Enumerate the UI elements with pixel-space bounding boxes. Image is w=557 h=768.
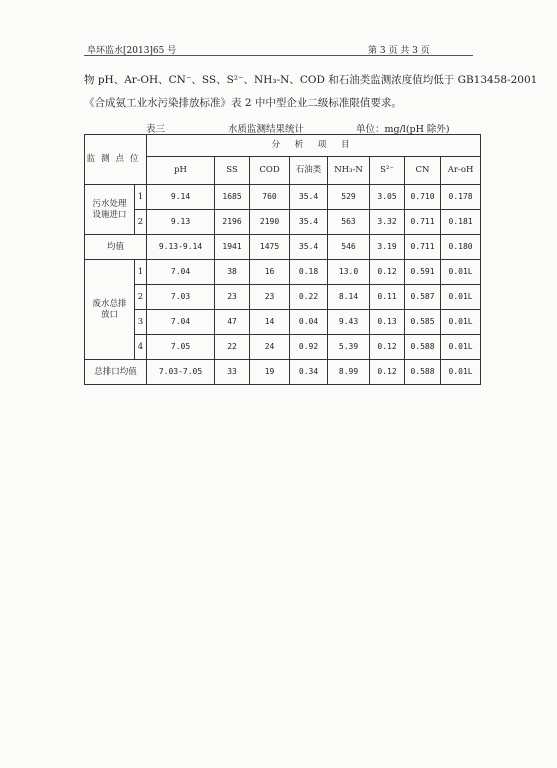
value-cell: 3.32 (370, 210, 405, 235)
analysis-items-header: 分 析 项 目 (147, 135, 481, 157)
value-cell: 23 (250, 285, 290, 310)
value-cell: 16 (250, 260, 290, 285)
value-cell: 760 (250, 185, 290, 210)
value-cell: 3.05 (370, 185, 405, 210)
value-cell: 0.04 (290, 310, 328, 335)
value-cell: 14 (250, 310, 290, 335)
inlet-average-label: 均值 (85, 235, 147, 260)
value-cell: 19 (250, 360, 290, 385)
value-cell: 0.711 (405, 210, 441, 235)
value-cell: 0.588 (405, 335, 441, 360)
value-cell: 0.13 (370, 310, 405, 335)
value-cell: 546 (328, 235, 370, 260)
value-cell: 0.180 (441, 235, 481, 260)
value-cell: 0.92 (290, 335, 328, 360)
document-number: 阜环监水[2013]65 号 (87, 46, 177, 56)
page-info: 第 3 页 共 3 页 (368, 46, 430, 56)
value-cell: 0.710 (405, 185, 441, 210)
header-row-1 (85, 135, 481, 157)
table-row (85, 185, 481, 210)
outlet-average-label: 总排口均值 (85, 360, 147, 385)
table-row (85, 335, 481, 360)
value-cell: 35.4 (290, 235, 328, 260)
value-cell: 563 (328, 210, 370, 235)
value-cell: 7.03 (147, 285, 215, 310)
value-cell: 38 (215, 260, 250, 285)
table-row (85, 285, 481, 310)
table-row (85, 260, 481, 285)
value-cell: 529 (328, 185, 370, 210)
sample-number: 2 (135, 210, 147, 235)
value-cell: 0.178 (441, 185, 481, 210)
value-cell: 24 (250, 335, 290, 360)
value-cell: 9.13-9.14 (147, 235, 215, 260)
column-header: 石油类 (290, 157, 328, 185)
value-cell: 1475 (250, 235, 290, 260)
table-row (85, 210, 481, 235)
inlet-label: 污水处理设施进口 (85, 185, 135, 235)
value-cell: 23 (215, 285, 250, 310)
inlet-average-row (85, 235, 481, 260)
value-cell: 7.04 (147, 260, 215, 285)
value-cell: 0.34 (290, 360, 328, 385)
value-cell: 0.01L (441, 260, 481, 285)
value-cell: 0.22 (290, 285, 328, 310)
value-cell: 3.19 (370, 235, 405, 260)
value-cell: 1941 (215, 235, 250, 260)
value-cell: 0.01L (441, 285, 481, 310)
value-cell: 0.12 (370, 260, 405, 285)
value-cell: 0.12 (370, 360, 405, 385)
value-cell: 7.04 (147, 310, 215, 335)
value-cell: 35.4 (290, 210, 328, 235)
outlet-label: 废水总排放口 (85, 260, 135, 360)
value-cell: 0.591 (405, 260, 441, 285)
value-cell: 22 (215, 335, 250, 360)
monitoring-point-header: 监测点位 (85, 135, 147, 185)
column-header: CN (405, 157, 441, 185)
value-cell: 0.588 (405, 360, 441, 385)
outlet-average-row (85, 360, 481, 385)
value-cell: 7.03-7.05 (147, 360, 215, 385)
value-cell: 0.01L (441, 335, 481, 360)
body-text-line-2: 《合成氨工业水污染排放标准》表 2 中中型企业二级标准限值要求。 (84, 97, 402, 109)
value-cell: 47 (215, 310, 250, 335)
column-header: SS (215, 157, 250, 185)
body-text-line-1: 物 pH、Ar-OH、CN⁻、SS、S²⁻、NH₃-N、COD 和石油类监测浓度值均低于 GB13458-2001 (84, 74, 538, 86)
value-cell: 0.12 (370, 335, 405, 360)
value-cell: 9.43 (328, 310, 370, 335)
value-cell: 0.11 (370, 285, 405, 310)
value-cell: 0.01L (441, 310, 481, 335)
table-row (85, 310, 481, 335)
value-cell: 1685 (215, 185, 250, 210)
value-cell: 0.587 (405, 285, 441, 310)
value-cell: 0.585 (405, 310, 441, 335)
value-cell: 8.99 (328, 360, 370, 385)
sample-number: 2 (135, 285, 147, 310)
value-cell: 13.0 (328, 260, 370, 285)
value-cell: 8.14 (328, 285, 370, 310)
value-cell: 5.39 (328, 335, 370, 360)
value-cell: 9.14 (147, 185, 215, 210)
column-header: COD (250, 157, 290, 185)
value-cell: 33 (215, 360, 250, 385)
table-title: 水质监测结果统计 (228, 124, 305, 135)
column-header: NH₃-N (328, 157, 370, 185)
value-cell: 0.711 (405, 235, 441, 260)
sample-number: 3 (135, 310, 147, 335)
column-header: Ar-oH (441, 157, 481, 185)
value-cell: 2196 (215, 210, 250, 235)
value-cell: 9.13 (147, 210, 215, 235)
value-cell: 0.181 (441, 210, 481, 235)
table-number: 表三 (146, 124, 166, 135)
value-cell: 0.01L (441, 360, 481, 385)
value-cell: 7.05 (147, 335, 215, 360)
value-cell: 35.4 (290, 185, 328, 210)
sample-number: 1 (135, 260, 147, 285)
value-cell: 2190 (250, 210, 290, 235)
header-rule (84, 55, 473, 56)
results-table (84, 134, 481, 385)
column-header: pH (147, 157, 215, 185)
table-unit: 单位：mg/l(pH 除外) (356, 124, 450, 135)
value-cell: 0.18 (290, 260, 328, 285)
sample-number: 4 (135, 335, 147, 360)
column-header: S²⁻ (370, 157, 405, 185)
sample-number: 1 (135, 185, 147, 210)
